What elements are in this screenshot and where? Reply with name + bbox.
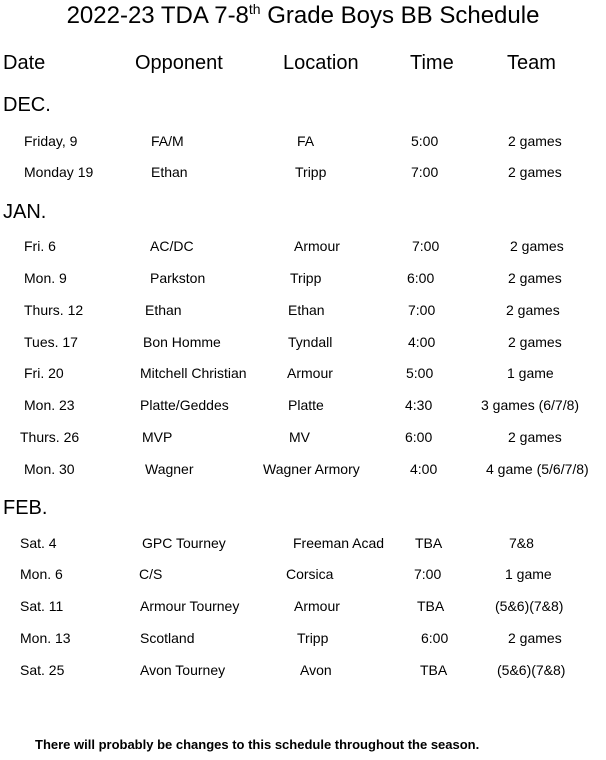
row-date: Thurs. 12 <box>24 302 84 318</box>
row-opponent: Armour Tourney <box>140 598 240 614</box>
row-location: Wagner Armory <box>263 461 360 477</box>
row-opponent: AC/DC <box>150 238 194 254</box>
schedule-row <box>0 535 606 555</box>
month-heading-feb: FEB. <box>3 497 48 519</box>
row-team: 2 games <box>508 164 562 180</box>
row-date: Sat. 4 <box>20 535 57 551</box>
row-date: Sat. 11 <box>20 598 64 614</box>
column-header-opponent: Opponent <box>135 52 223 74</box>
row-team: 2 games <box>510 238 564 254</box>
column-header-date: Date <box>3 52 46 74</box>
schedule-row <box>0 662 606 682</box>
row-location: Armour <box>287 365 333 381</box>
row-time: 4:00 <box>410 461 438 477</box>
row-location: Freeman Acad <box>293 535 385 551</box>
row-team: 2 games <box>508 133 562 149</box>
row-location: MV <box>289 429 310 445</box>
row-team: (5&6)(7&8) <box>495 598 564 614</box>
row-opponent: GPC Tourney <box>142 535 226 551</box>
row-date: Mon. 9 <box>24 270 67 286</box>
row-time: 6:00 <box>405 429 433 445</box>
title-rest: Grade Boys BB Schedule <box>260 2 540 29</box>
row-opponent: Mitchell Christian <box>140 365 247 381</box>
schedule-row <box>0 630 606 650</box>
row-location: Corsica <box>286 566 334 582</box>
row-team: 2 games <box>508 270 562 286</box>
row-date: Fri. 20 <box>24 365 64 381</box>
row-time: TBA <box>417 598 445 614</box>
row-time: 5:00 <box>406 365 434 381</box>
column-header-team: Team <box>507 52 556 74</box>
row-location: Avon <box>300 662 332 678</box>
row-location: Tripp <box>297 630 329 646</box>
column-header-location: Location <box>283 52 359 74</box>
month-heading-dec: DEC. <box>3 94 51 116</box>
row-time: 6:00 <box>421 630 449 646</box>
row-location: FA <box>297 133 315 149</box>
row-time: 4:00 <box>408 334 436 350</box>
row-team: (5&6)(7&8) <box>497 662 566 678</box>
schedule-row <box>0 365 606 385</box>
schedule-row <box>0 164 606 184</box>
column-header-time: Time <box>410 52 454 74</box>
row-date: Mon. 23 <box>24 397 75 413</box>
row-team: 2 games <box>508 429 562 445</box>
row-date: Mon. 6 <box>20 566 63 582</box>
schedule-title <box>0 2 606 30</box>
row-team: 7&8 <box>509 535 534 551</box>
row-time: 4:30 <box>405 397 433 413</box>
row-date: Friday, 9 <box>24 133 78 149</box>
row-team: 2 games <box>508 334 562 350</box>
row-opponent: FA/M <box>151 133 184 149</box>
row-date: Sat. 25 <box>20 662 65 678</box>
row-team: 1 game <box>507 365 554 381</box>
schedule-row <box>0 302 606 322</box>
row-location: Platte <box>288 397 324 413</box>
row-location: Armour <box>294 598 340 614</box>
row-time: 7:00 <box>412 238 440 254</box>
row-location: Tripp <box>290 270 322 286</box>
row-opponent: Platte/Geddes <box>140 397 229 413</box>
row-opponent: Ethan <box>145 302 182 318</box>
row-date: Thurs. 26 <box>20 429 80 445</box>
schedule-row <box>0 270 606 290</box>
row-opponent: Wagner <box>145 461 194 477</box>
row-time: 7:00 <box>408 302 436 318</box>
row-opponent: C/S <box>139 566 163 582</box>
row-team: 2 games <box>506 302 560 318</box>
row-team: 3 games (6/7/8) <box>481 397 580 413</box>
footer-note: There will probably be changes to this schedule throughout the season. <box>35 737 480 752</box>
row-opponent: Ethan <box>151 164 188 180</box>
schedule-row <box>0 598 606 618</box>
title-main: 2022-23 TDA 7-8 <box>66 2 249 29</box>
row-location: Tyndall <box>288 334 333 350</box>
row-opponent: Avon Tourney <box>140 662 226 678</box>
row-opponent: Bon Homme <box>143 334 221 350</box>
row-date: Mon. 13 <box>20 630 71 646</box>
title-superscript: th <box>248 1 261 17</box>
row-location: Ethan <box>288 302 325 318</box>
schedule-row <box>0 566 606 586</box>
schedule-row <box>0 238 606 258</box>
row-location: Tripp <box>295 164 327 180</box>
schedule-row <box>0 461 606 481</box>
row-team: 1 game <box>505 566 552 582</box>
row-opponent: Parkston <box>150 270 206 286</box>
row-date: Tues. 17 <box>24 334 78 350</box>
row-date: Monday 19 <box>24 164 94 180</box>
schedule-row <box>0 429 606 449</box>
row-time: 7:00 <box>414 566 442 582</box>
row-opponent: Scotland <box>140 630 195 646</box>
row-time: 5:00 <box>411 133 439 149</box>
row-opponent: MVP <box>142 429 173 445</box>
schedule-row <box>0 334 606 354</box>
row-time: 7:00 <box>411 164 439 180</box>
row-team: 2 games <box>508 630 562 646</box>
row-time: TBA <box>415 535 443 551</box>
row-time: 6:00 <box>407 270 435 286</box>
schedule-row <box>0 133 606 153</box>
row-date: Fri. 6 <box>24 238 56 254</box>
row-time: TBA <box>420 662 448 678</box>
schedule-row <box>0 397 606 417</box>
row-date: Mon. 30 <box>24 461 75 477</box>
month-heading-jan: JAN. <box>3 201 47 223</box>
row-location: Armour <box>294 238 340 254</box>
row-team: 4 game (5/6/7/8) <box>486 461 589 477</box>
